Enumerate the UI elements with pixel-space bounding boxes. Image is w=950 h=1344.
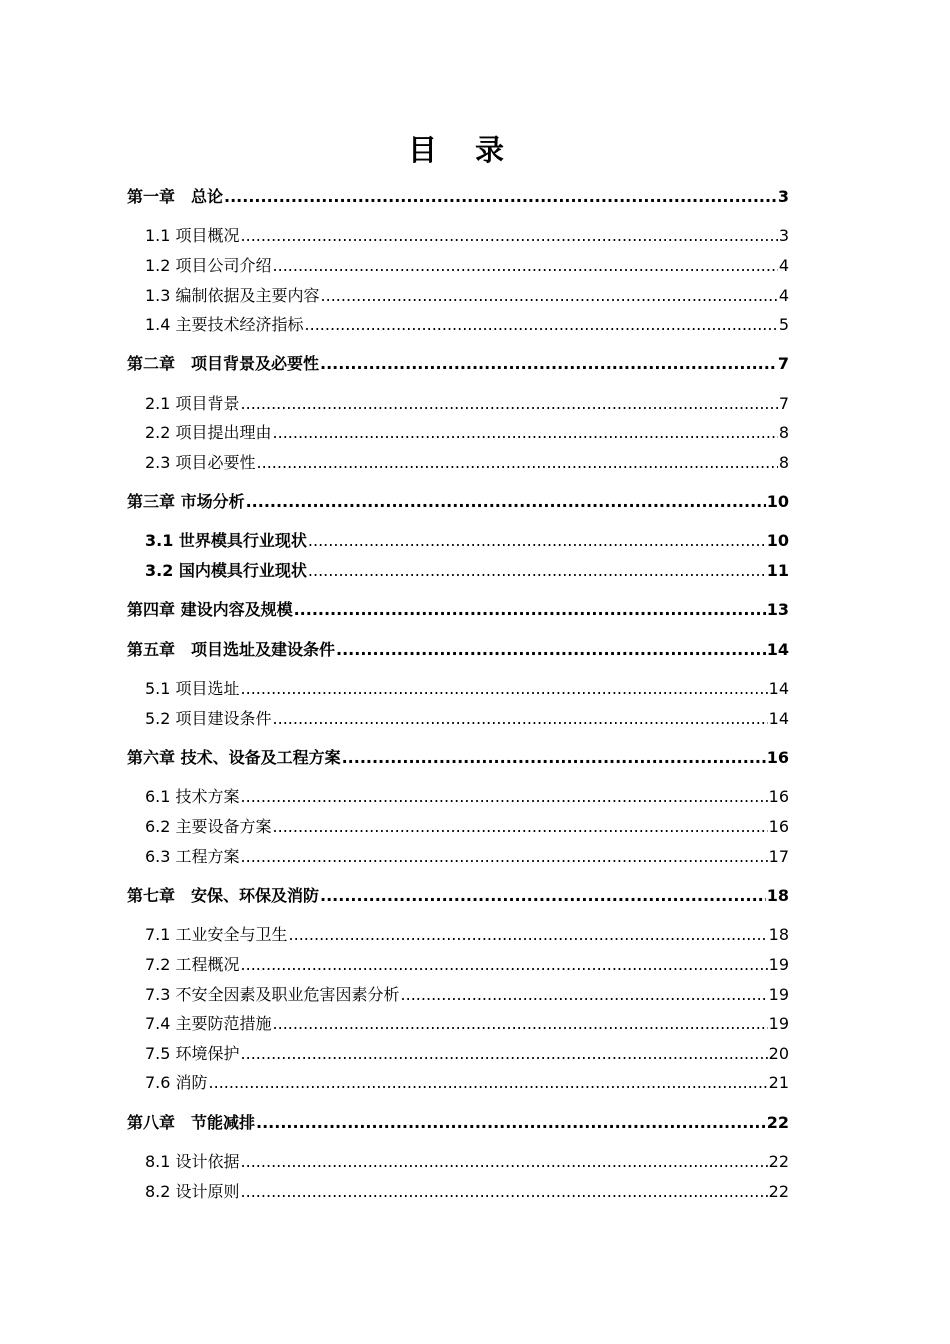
dot-leader: [241, 955, 768, 975]
dot-leader: [241, 679, 768, 699]
toc-section-entry[interactable]: [145, 817, 789, 837]
toc-chapter-entry[interactable]: [127, 354, 789, 374]
dot-leader: [241, 1182, 768, 1202]
dot-leader: [342, 748, 766, 768]
toc-entry-page-number: 7: [777, 354, 789, 373]
toc-entry-label: 2.1 项目背景: [145, 394, 240, 413]
dot-leader: [305, 315, 778, 335]
toc-entry-label: 3.2 国内模具行业现状: [145, 561, 307, 580]
toc-section-entry[interactable]: [145, 847, 789, 867]
toc-chapter-entry[interactable]: [127, 748, 789, 768]
toc-entry-label: 6.1 技术方案: [145, 787, 240, 806]
dot-leader: [320, 354, 777, 374]
toc-section-entry[interactable]: [145, 226, 789, 246]
toc-entry-label: 第五章 项目选址及建设条件: [127, 640, 336, 659]
toc-section-entry[interactable]: [145, 787, 789, 807]
toc-entry-page-number: 19: [768, 955, 789, 974]
toc-entry-label: 第一章 总论: [127, 187, 224, 206]
dot-leader: [241, 226, 778, 246]
toc-entry-page-number: 13: [766, 600, 789, 619]
toc-entry-label: 1.3 编制依据及主要内容: [145, 286, 320, 305]
dot-leader: [241, 1044, 768, 1064]
dot-leader: [289, 925, 768, 945]
dot-leader: [273, 423, 778, 443]
toc-chapter-entry[interactable]: [127, 600, 789, 620]
toc-entry-page-number: 22: [768, 1152, 789, 1171]
dot-leader: [308, 531, 766, 551]
toc-entry-label: 第四章 建设内容及规模: [127, 600, 293, 619]
toc-section-entry[interactable]: [145, 286, 789, 306]
page-title: 目录: [407, 133, 542, 167]
toc-entry-page-number: 8: [778, 453, 789, 472]
dot-leader: [273, 256, 778, 276]
toc-entry-label: 7.4 主要防范措施: [145, 1014, 272, 1033]
toc-entry-page-number: 16: [768, 787, 789, 806]
toc-entry-page-number: 19: [768, 1014, 789, 1033]
toc-entry-page-number: 14: [768, 679, 789, 698]
toc-section-entry[interactable]: [145, 679, 789, 699]
toc-chapter-entry[interactable]: [127, 187, 789, 207]
toc-entry-page-number: 20: [768, 1044, 789, 1063]
dot-leader: [257, 453, 778, 473]
toc-entry-page-number: 18: [766, 886, 789, 905]
toc-entry-page-number: 16: [768, 817, 789, 836]
toc-section-entry[interactable]: [145, 1044, 789, 1064]
toc-entry-page-number: 4: [778, 256, 789, 275]
toc-chapter-entry[interactable]: [127, 640, 789, 660]
dot-leader: [401, 985, 768, 1005]
dot-leader: [273, 1014, 768, 1034]
toc-entry-label: 1.4 主要技术经济指标: [145, 315, 304, 334]
toc-entry-label: 5.1 项目选址: [145, 679, 240, 698]
toc-entry-page-number: 11: [766, 561, 789, 580]
toc-entry-page-number: 8: [778, 423, 789, 442]
dot-leader: [321, 286, 778, 306]
toc-entry-label: 第二章 项目背景及必要性: [127, 354, 320, 373]
toc-entry-label: 6.3 工程方案: [145, 847, 240, 866]
toc-entry-label: 2.3 项目必要性: [145, 453, 256, 472]
dot-leader: [241, 787, 768, 807]
toc-entry-label: 5.2 项目建设条件: [145, 709, 272, 728]
toc-entry-page-number: 4: [778, 286, 789, 305]
toc-chapter-entry[interactable]: [127, 492, 789, 512]
toc-section-entry[interactable]: [145, 315, 789, 335]
toc-entry-page-number: 19: [768, 985, 789, 1004]
toc-section-entry[interactable]: [145, 1182, 789, 1202]
toc-section-entry[interactable]: [145, 1152, 789, 1172]
toc-entry-page-number: 7: [778, 394, 789, 413]
toc-entry-page-number: 14: [768, 709, 789, 728]
toc-entry-label: 7.6 消防: [145, 1073, 208, 1092]
dot-leader: [273, 817, 768, 837]
toc-entry-label: 第七章 安保、环保及消防: [127, 886, 320, 905]
dot-leader: [256, 1113, 766, 1133]
toc-section-entry[interactable]: [145, 256, 789, 276]
dot-leader: [209, 1073, 768, 1093]
toc-entry-label: 8.2 设计原则: [145, 1182, 240, 1201]
toc-entry-page-number: 3: [778, 226, 789, 245]
toc-section-entry[interactable]: [145, 1014, 789, 1034]
toc-entry-label: 2.2 项目提出理由: [145, 423, 272, 442]
dot-leader: [308, 561, 766, 581]
toc-entry-page-number: 10: [766, 492, 789, 511]
toc-chapter-entry[interactable]: [127, 886, 789, 906]
toc-entry-page-number: 5: [778, 315, 789, 334]
toc-entry-page-number: 18: [768, 925, 789, 944]
toc-section-entry[interactable]: [145, 955, 789, 975]
toc-section-entry[interactable]: [145, 985, 789, 1005]
dot-leader: [246, 492, 766, 512]
toc-entry-page-number: 16: [766, 748, 789, 767]
toc-entry-label: 6.2 主要设备方案: [145, 817, 272, 836]
toc-section-entry[interactable]: [145, 531, 789, 551]
toc-entry-page-number: 22: [766, 1113, 789, 1132]
toc-entry-page-number: 3: [777, 187, 789, 206]
toc-entry-label: 1.2 项目公司介绍: [145, 256, 272, 275]
toc-section-entry[interactable]: [145, 561, 789, 581]
toc-entry-label: 7.2 工程概况: [145, 955, 240, 974]
dot-leader: [294, 600, 766, 620]
dot-leader: [224, 187, 777, 207]
toc-entry-page-number: 21: [768, 1073, 789, 1092]
toc-section-entry[interactable]: [145, 423, 789, 443]
toc-entry-label: 1.1 项目概况: [145, 226, 240, 245]
toc-section-entry[interactable]: [145, 1073, 789, 1093]
toc-section-entry[interactable]: [145, 925, 789, 945]
toc-chapter-entry[interactable]: [127, 1113, 789, 1133]
toc-section-entry[interactable]: [145, 709, 789, 729]
toc-entry-page-number: 10: [766, 531, 789, 550]
toc-entry-label: 第三章 市场分析: [127, 492, 245, 511]
dot-leader: [336, 640, 766, 660]
toc-entry-page-number: 14: [766, 640, 789, 659]
toc-entry-label: 7.1 工业安全与卫生: [145, 925, 288, 944]
toc-entry-label: 第八章 节能减排: [127, 1113, 256, 1132]
toc-entry-page-number: 17: [768, 847, 789, 866]
dot-leader: [320, 886, 766, 906]
toc-entry-label: 8.1 设计依据: [145, 1152, 240, 1171]
toc-entry-page-number: 22: [768, 1182, 789, 1201]
dot-leader: [241, 847, 768, 867]
dot-leader: [241, 1152, 768, 1172]
toc-entry-label: 3.1 世界模具行业现状: [145, 531, 307, 550]
toc-section-entry[interactable]: [145, 394, 789, 414]
toc-entry-label: 7.5 环境保护: [145, 1044, 240, 1063]
toc-entry-label: 7.3 不安全因素及职业危害因素分析: [145, 985, 400, 1004]
toc-entry-label: 第六章 技术、设备及工程方案: [127, 748, 341, 767]
dot-leader: [273, 709, 768, 729]
dot-leader: [241, 394, 778, 414]
toc-section-entry[interactable]: [145, 453, 789, 473]
